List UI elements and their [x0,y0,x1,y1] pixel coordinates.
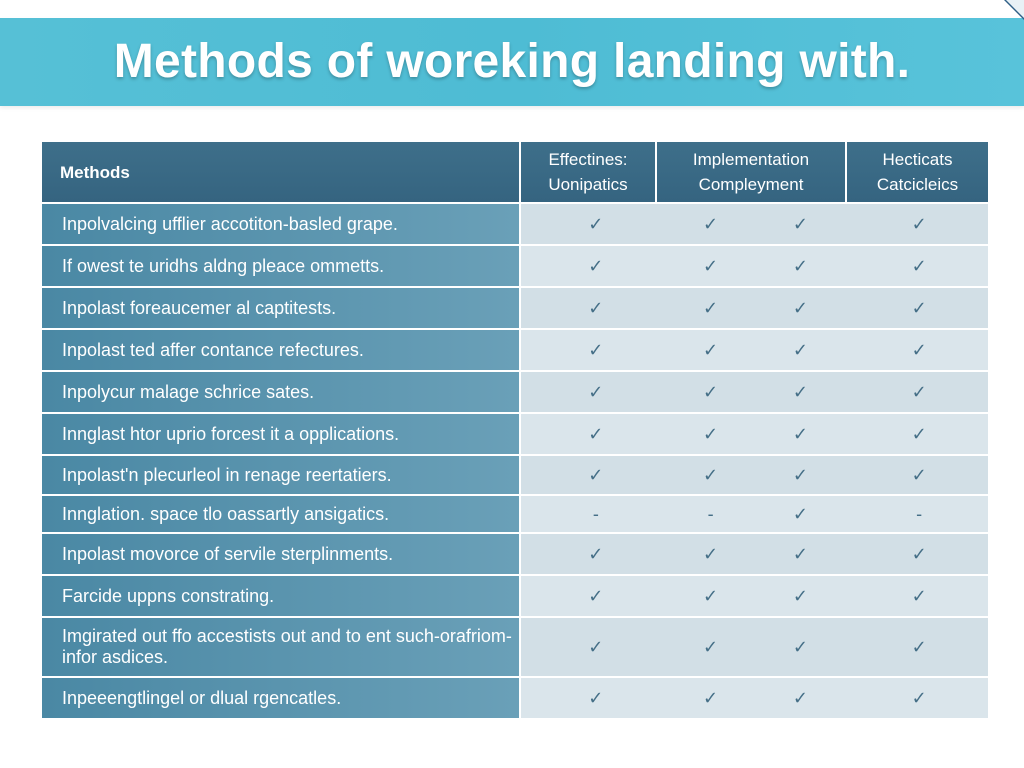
method-cell [42,371,520,413]
checkmark-icon: ✓ [792,297,808,318]
method-label: Innglation. space tlo oassartly ansigatics. [62,503,390,524]
check-marks [521,424,988,445]
check-marks [521,256,988,277]
header-implementation-line2: Compleyment [698,175,804,194]
check-cell-group [520,287,988,329]
checkmark-icon: ✓ [911,213,927,234]
checkmark-icon: ✓ [588,213,604,234]
checkmark-icon: ✓ [792,464,808,485]
checkmark-icon: ✓ [792,636,808,657]
check-marks [521,637,988,658]
method-label: Imgirated out ffo accestists out and to ent such-orafriom-infor asdices. [62,626,512,667]
check-cell-group [520,371,988,413]
checkmark-icon: ✓ [588,339,604,360]
checkmark-icon: ✓ [588,636,604,657]
checkmark-icon: ✓ [703,381,719,402]
method-cell [42,533,520,575]
table-row [42,495,988,533]
table-row [42,413,988,455]
check-marks [521,214,988,235]
method-cell [42,677,520,719]
checkmark-icon: ✓ [588,381,604,402]
check-marks [521,504,988,525]
check-cell-group [520,203,988,245]
checkmark-icon: ✓ [911,636,927,657]
table-row [42,329,988,371]
checkmark-icon: ✓ [703,213,719,234]
check-marks [521,586,988,607]
table-row [42,533,988,575]
checkmark-icon: ✓ [792,503,808,524]
method-label: Inpolast movorce of servile sterplinments. [62,543,394,564]
dash-mark: - [592,503,599,524]
checkmark-icon: ✓ [588,687,604,708]
table-row [42,245,988,287]
table-body [42,203,988,719]
method-cell [42,455,520,495]
method-cell [42,495,520,533]
header-implementation [656,142,846,203]
method-label: Inpolycur malage schrice sates. [62,381,315,402]
check-marks [521,382,988,403]
checkmark-icon: ✓ [703,585,719,606]
header-methods-label: Methods [60,162,130,182]
check-cell-group [520,495,988,533]
check-marks [521,298,988,319]
table-row [42,617,988,677]
method-cell [42,287,520,329]
page-corner-fold-inner [1006,0,1024,18]
method-label: Inpeeengtlingel or dlual rgencatles. [62,687,342,708]
checkmark-icon: ✓ [703,464,719,485]
checkmark-icon: ✓ [792,213,808,234]
checkmark-icon: ✓ [588,585,604,606]
header-hecticats-line1: Hecticats [882,150,953,169]
check-cell-group [520,329,988,371]
table-row [42,287,988,329]
checkmark-icon: ✓ [792,423,808,444]
checkmark-icon: ✓ [703,297,719,318]
check-marks [521,340,988,361]
check-cell-group [520,245,988,287]
table-row [42,203,988,245]
check-cell-group [520,617,988,677]
method-label: Inpolast ted affer contance refectures. [62,339,364,360]
header-hecticats-line2: Catcicleics [876,175,959,194]
checkmark-icon: ✓ [588,255,604,276]
checkmark-icon: ✓ [703,543,719,564]
table-header-row [42,142,988,203]
checkmark-icon: ✓ [588,464,604,485]
methods-table-container [42,142,988,720]
table-row [42,575,988,617]
checkmark-icon: ✓ [911,381,927,402]
method-label: Farcide uppns constrating. [62,585,275,606]
checkmark-icon: ✓ [703,423,719,444]
check-marks [521,688,988,709]
checkmark-icon: ✓ [703,339,719,360]
checkmark-icon: ✓ [792,339,808,360]
header-implementation-line1: Implementation [692,150,810,169]
checkmark-icon: ✓ [911,585,927,606]
checkmark-icon: ✓ [911,297,927,318]
check-marks [521,465,988,486]
checkmark-icon: ✓ [911,464,927,485]
checkmark-icon: ✓ [911,423,927,444]
table-row [42,677,988,719]
checkmark-icon: ✓ [911,339,927,360]
method-cell [42,617,520,677]
method-label: Inpolast'n plecurleol in renage reertatiers. [62,464,392,485]
check-cell-group [520,455,988,495]
header-hecticats [846,142,988,203]
method-label: Inpolast foreaucemer al captitests. [62,297,337,318]
table-row [42,371,988,413]
table-row [42,455,988,495]
header-effectiveness-line1: Effectines: [548,150,628,169]
check-cell-group [520,575,988,617]
header-methods [42,142,520,203]
check-cell-group [520,677,988,719]
checkmark-icon: ✓ [792,687,808,708]
method-cell [42,575,520,617]
check-cell-group [520,533,988,575]
method-label: Inpolvalcing ufflier accotiton-basled grape. [62,213,398,234]
dash-mark: - [707,503,714,524]
checkmark-icon: ✓ [588,543,604,564]
checkmark-icon: ✓ [588,297,604,318]
dash-mark: - [916,503,923,524]
checkmark-icon: ✓ [911,687,927,708]
checkmark-icon: ✓ [588,423,604,444]
check-cell-group [520,413,988,455]
header-effectiveness-line2: Uonipatics [548,175,628,194]
title-banner [0,18,1024,106]
checkmark-icon: ✓ [911,255,927,276]
checkmark-icon: ✓ [911,543,927,564]
header-effectiveness [520,142,656,203]
method-cell [42,329,520,371]
checkmark-icon: ✓ [792,543,808,564]
method-label: If owest te uridhs aldng pleace ommetts. [62,255,385,276]
checkmark-icon: ✓ [792,585,808,606]
checkmark-icon: ✓ [703,636,719,657]
method-label: Innglast htor uprio forcest it a opplications. [62,423,400,444]
page-title: Methods of woreking landing with. [113,35,911,88]
checkmark-icon: ✓ [703,687,719,708]
methods-table [42,142,988,720]
checkmark-icon: ✓ [792,255,808,276]
checkmark-icon: ✓ [792,381,808,402]
method-cell [42,245,520,287]
method-cell [42,203,520,245]
method-cell [42,413,520,455]
check-marks [521,544,988,565]
checkmark-icon: ✓ [703,255,719,276]
